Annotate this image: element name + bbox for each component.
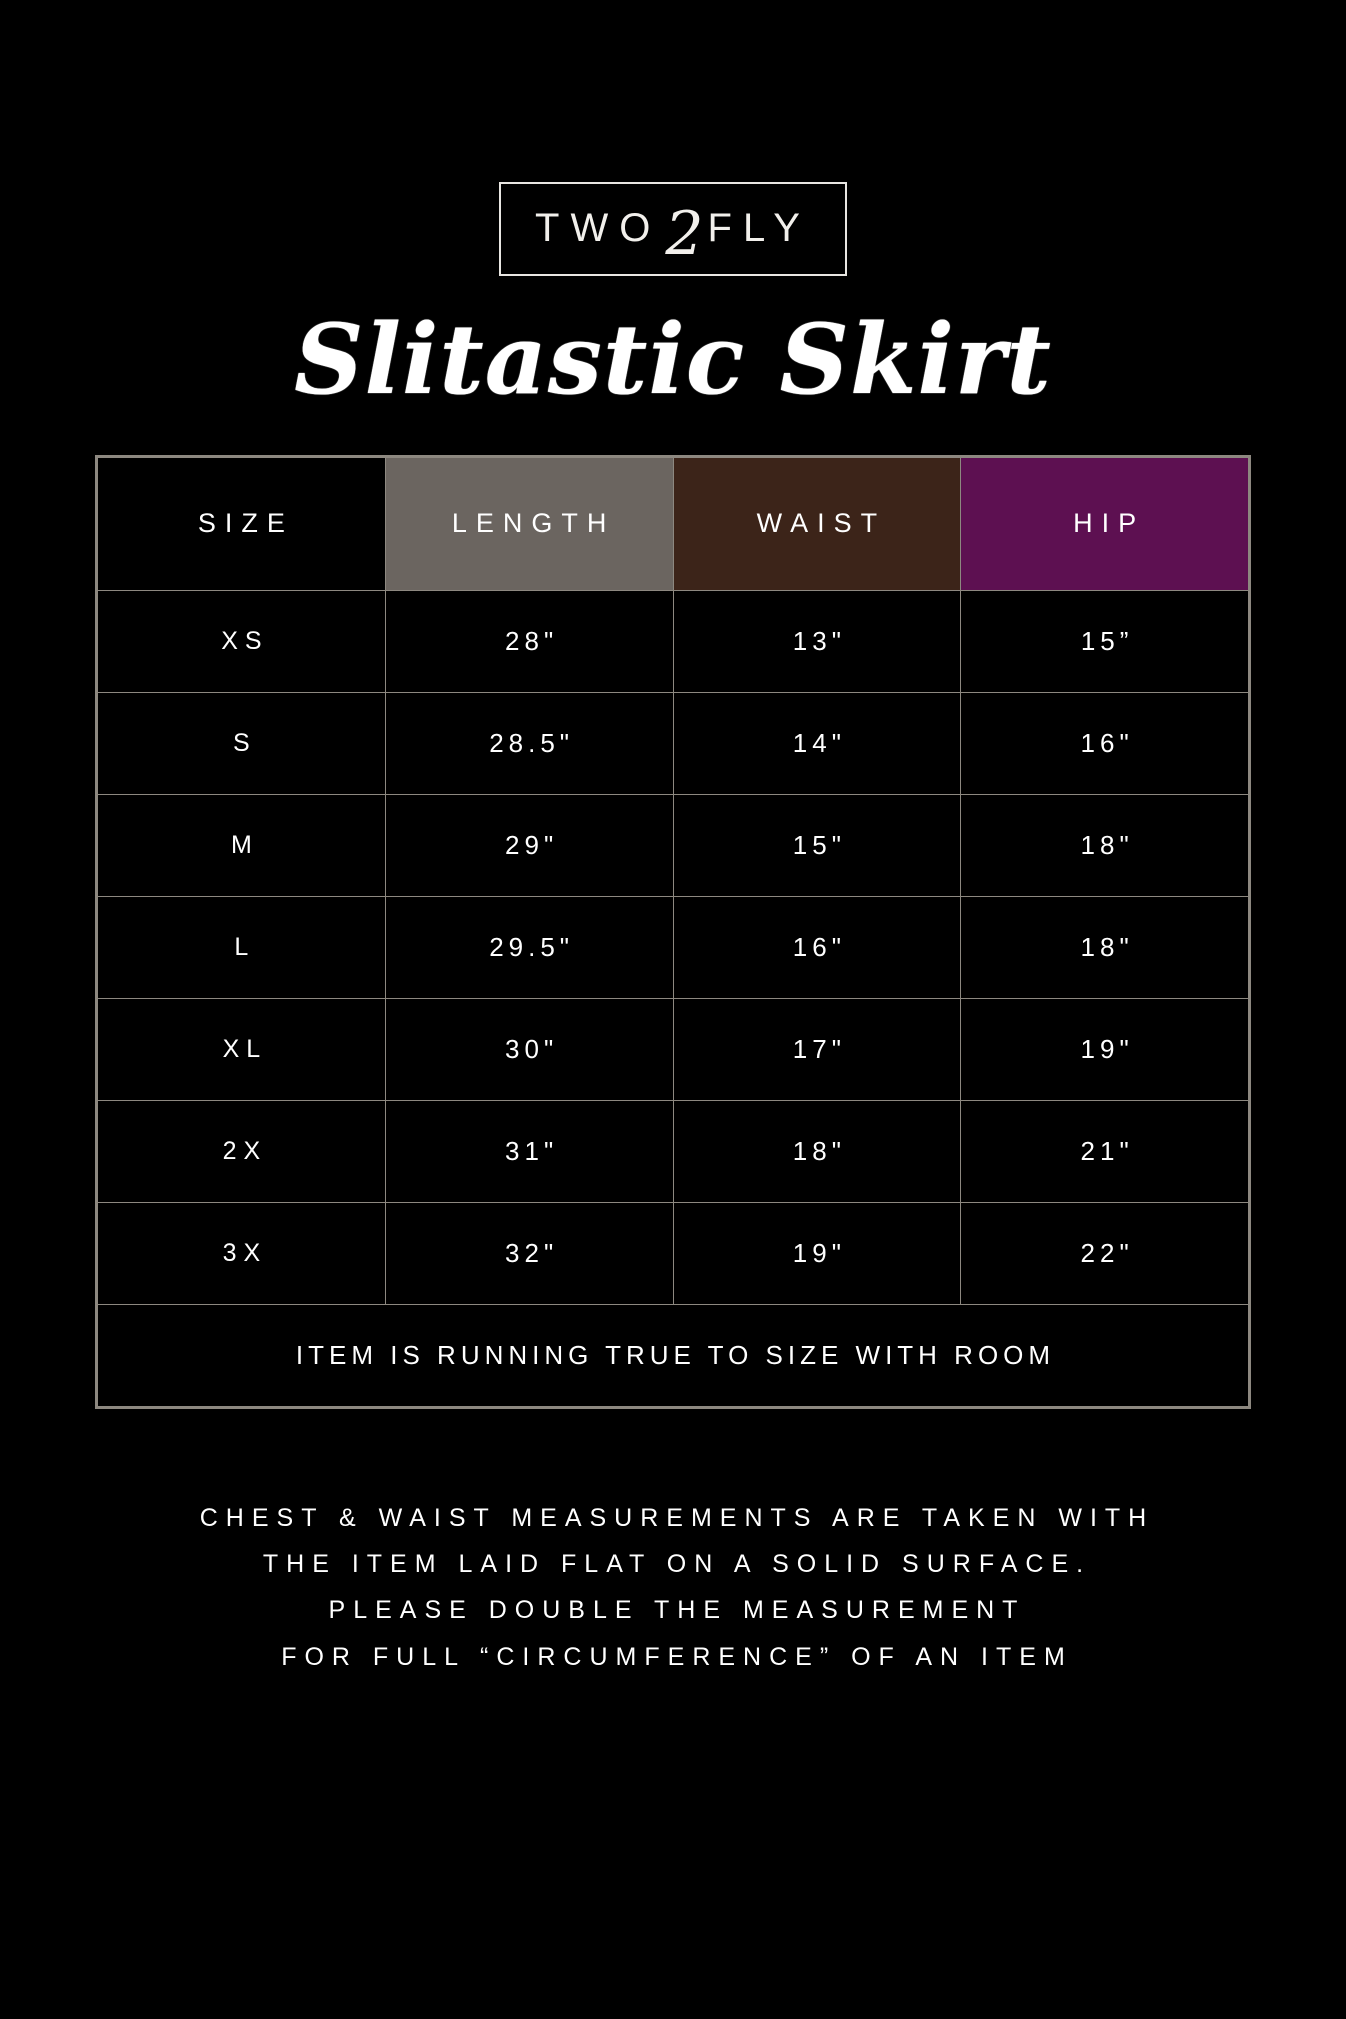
measurement-disclaimer <box>192 1495 1154 1680</box>
size-table-header <box>98 457 1249 590</box>
brand-name-right: FLY <box>707 206 811 250</box>
cell-size: L <box>98 896 386 998</box>
cell-hip: 21" <box>961 1100 1249 1202</box>
cell-hip: 19" <box>961 998 1249 1100</box>
disclaimer-line-4: FOR FULL “CIRCUMFERENCE” OF AN ITEM <box>281 1642 1073 1671</box>
fit-note: ITEM IS RUNNING TRUE TO SIZE WITH ROOM <box>98 1304 1249 1406</box>
cell-size: XL <box>98 998 386 1100</box>
cell-hip: 15” <box>961 590 1249 692</box>
size-table-container <box>95 455 1251 1409</box>
disclaimer-line-3: PLEASE DOUBLE THE MEASUREMENT <box>328 1596 1026 1625</box>
table-row <box>98 998 1249 1100</box>
cell-length: 28.5" <box>385 692 673 794</box>
disclaimer-line-1: CHEST & WAIST MEASUREMENTS ARE TAKEN WITH <box>199 1503 1155 1532</box>
brand-name-left: TWO <box>535 206 662 250</box>
page-title: Slitastic Skirt <box>294 303 1052 416</box>
brand-number: 2 <box>665 199 704 269</box>
table-row <box>98 1100 1249 1202</box>
cell-hip: 18" <box>961 896 1249 998</box>
column-header-size: SIZE <box>98 457 386 590</box>
cell-hip: 22" <box>961 1202 1249 1304</box>
cell-size: M <box>98 794 386 896</box>
column-header-waist: WAIST <box>673 457 961 590</box>
brand-logo <box>499 182 847 276</box>
cell-hip: 18" <box>961 794 1249 896</box>
cell-waist: 17" <box>673 998 961 1100</box>
cell-size: S <box>98 692 386 794</box>
cell-size: XS <box>98 590 386 692</box>
table-row <box>98 692 1249 794</box>
cell-waist: 16" <box>673 896 961 998</box>
disclaimer-line-2: THE ITEM LAID FLAT ON A SOLID SURFACE. <box>262 1550 1092 1579</box>
table-row <box>98 794 1249 896</box>
cell-length: 29" <box>385 794 673 896</box>
size-table-body <box>98 590 1249 1406</box>
cell-size: 3X <box>98 1202 386 1304</box>
cell-length: 32" <box>385 1202 673 1304</box>
column-header-hip: HIP <box>961 457 1249 590</box>
cell-length: 31" <box>385 1100 673 1202</box>
cell-length: 30" <box>385 998 673 1100</box>
cell-length: 28" <box>385 590 673 692</box>
table-note-row <box>98 1304 1249 1406</box>
table-row <box>98 896 1249 998</box>
cell-waist: 19" <box>673 1202 961 1304</box>
cell-length: 29.5" <box>385 896 673 998</box>
column-header-length: LENGTH <box>385 457 673 590</box>
table-row <box>98 590 1249 692</box>
cell-hip: 16" <box>961 692 1249 794</box>
cell-waist: 18" <box>673 1100 961 1202</box>
cell-size: 2X <box>98 1100 386 1202</box>
cell-waist: 15" <box>673 794 961 896</box>
table-row <box>98 1202 1249 1304</box>
table-header-row <box>98 457 1249 590</box>
cell-waist: 14" <box>673 692 961 794</box>
size-table <box>97 457 1249 1407</box>
cell-waist: 13" <box>673 590 961 692</box>
